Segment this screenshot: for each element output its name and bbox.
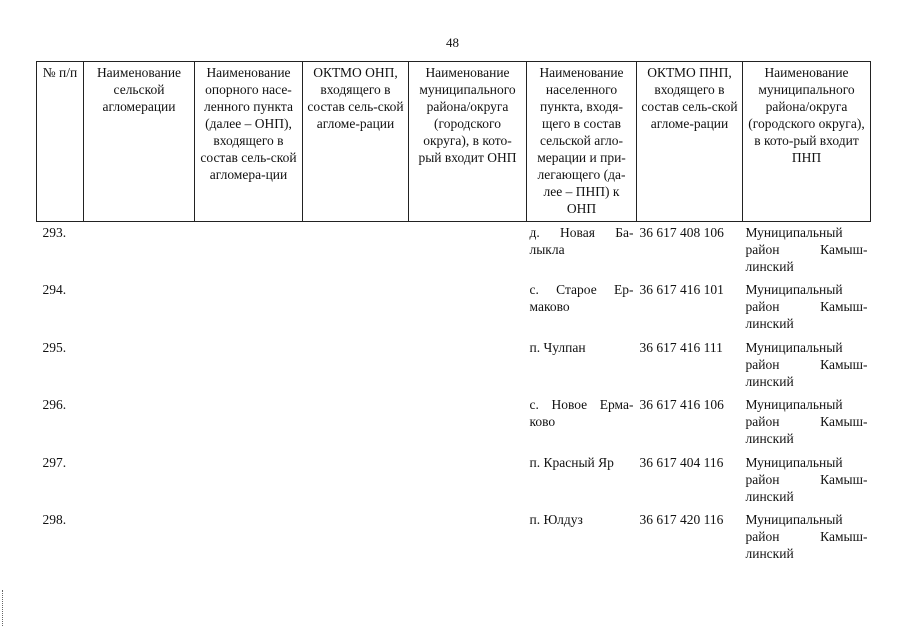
agglomeration-cell	[84, 279, 195, 337]
pnp-district-cell: Муниципальный район Камыш-линский	[745, 225, 868, 274]
table-header-row	[37, 62, 871, 222]
pnp-district-cell: Муниципальный район Камыш-линский	[745, 339, 868, 389]
header-agglomeration-name: Наименование сельской агломерации	[84, 62, 195, 222]
onp-district-cell	[409, 337, 527, 395]
row-number: 298.	[42, 512, 67, 527]
pnp-name-cell: п. Красный Яр	[529, 454, 614, 470]
pnp-oktmo-cell: 36 617 416 111	[639, 339, 723, 355]
table-row	[37, 509, 871, 567]
pnp-name-cell: с. Новое Ерма-ково	[529, 397, 634, 429]
row-number: 296.	[42, 397, 67, 412]
header-pnp-district: Наименование муниципального района/округа (городского округа), в кото-рый входит ПНП	[743, 62, 871, 222]
table-row	[37, 279, 871, 337]
onp-cell	[195, 509, 303, 567]
pnp-oktmo-cell: 36 617 420 116	[639, 512, 724, 527]
pnp-district-cell: Муниципальный район Камыш-линский	[745, 454, 868, 504]
page-number: 48	[446, 35, 459, 50]
table-row	[37, 394, 871, 452]
header-onp-district: Наименование муниципального района/округа (городского округа), в кото-рый входит ОНП	[409, 62, 527, 222]
pnp-oktmo-cell: 36 617 408 106	[639, 225, 724, 240]
onp-oktmo-cell	[303, 337, 409, 395]
onp-cell	[195, 222, 303, 280]
header-pnp-oktmo: ОКТМО ПНП, входящего в состав сель-ской агломе-рации	[637, 62, 743, 222]
onp-oktmo-cell	[303, 394, 409, 452]
onp-oktmo-cell	[303, 452, 409, 510]
pnp-name-cell: п. Юлдуз	[529, 512, 583, 527]
onp-cell	[195, 452, 303, 510]
onp-district-cell	[409, 222, 527, 280]
pnp-district-cell: Муниципальный район Камыш-линский	[745, 512, 868, 561]
onp-district-cell	[409, 279, 527, 337]
onp-district-cell	[409, 394, 527, 452]
scan-edge-mark	[2, 590, 4, 626]
pnp-oktmo-cell: 36 617 416 101	[639, 282, 724, 297]
agglomeration-cell	[84, 452, 195, 510]
header-onp-name: Наименование опорного насе-ленного пункта (далее – ОНП), входящего в состав сель-ской агломера-ции	[195, 62, 303, 222]
pnp-name-cell: с. Старое Ер-маково	[529, 282, 634, 314]
onp-oktmo-cell	[303, 222, 409, 280]
onp-district-cell	[409, 452, 527, 510]
pnp-name-cell: д. Новая Ба-лыкла	[529, 225, 634, 257]
row-number: 295.	[42, 339, 67, 355]
table-row	[37, 337, 871, 395]
agglomeration-cell	[84, 337, 195, 395]
onp-cell	[195, 337, 303, 395]
header-pnp-name: Наименование населенного пункта, входя-щего в состав сельской агло-мерации и при-легающего (да-лее – ПНП) к ОНП	[527, 62, 637, 222]
onp-district-cell	[409, 509, 527, 567]
table-row	[37, 222, 871, 280]
agglomeration-table	[36, 61, 871, 567]
onp-cell	[195, 394, 303, 452]
row-number: 297.	[42, 454, 67, 470]
table-row	[37, 452, 871, 510]
row-number: 294.	[42, 282, 67, 297]
agglomeration-cell	[84, 394, 195, 452]
agglomeration-cell	[84, 222, 195, 280]
pnp-oktmo-cell: 36 617 404 116	[639, 454, 724, 470]
pnp-district-cell: Муниципальный район Камыш-линский	[745, 282, 868, 331]
pnp-oktmo-cell: 36 617 416 106	[639, 397, 724, 412]
onp-oktmo-cell	[303, 279, 409, 337]
onp-oktmo-cell	[303, 509, 409, 567]
pnp-district-cell: Муниципальный район Камыш-линский	[745, 397, 868, 446]
onp-cell	[195, 279, 303, 337]
header-number: № п/п	[37, 62, 84, 222]
row-number: 293.	[42, 225, 67, 240]
header-onp-oktmo: ОКТМО ОНП, входящего в состав сель-ской агломе-рации	[303, 62, 409, 222]
agglomeration-cell	[84, 509, 195, 567]
pnp-name-cell: п. Чулпан	[529, 339, 586, 355]
